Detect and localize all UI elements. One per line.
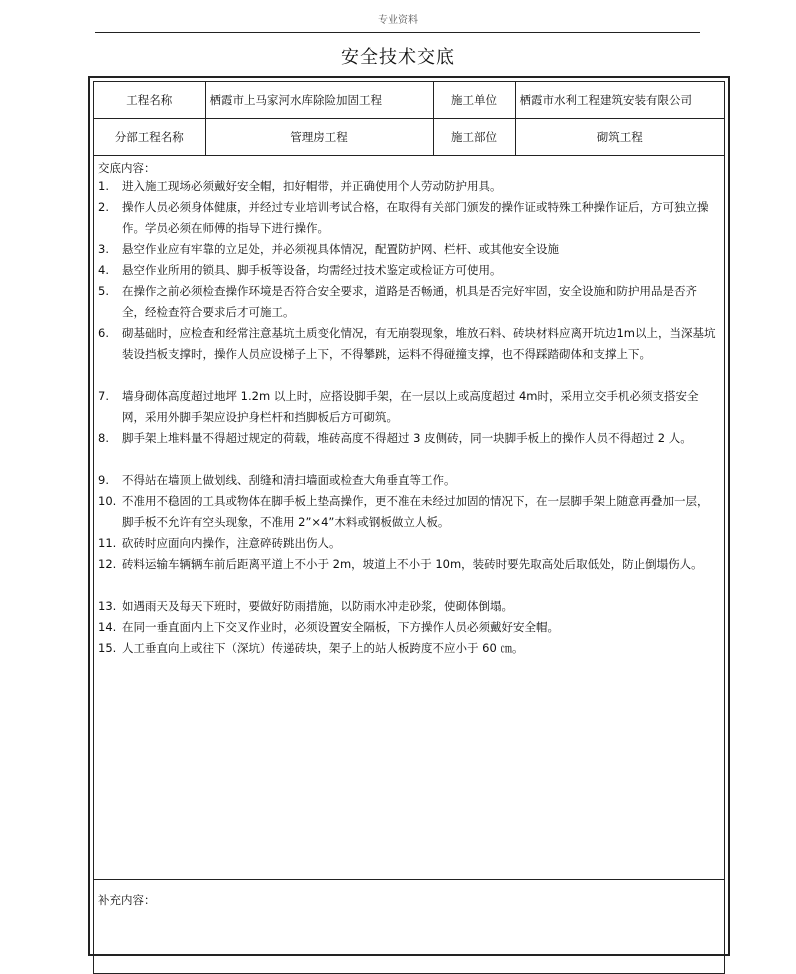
contractor-value: 栖霞市水利工程建筑安装有限公司 xyxy=(515,82,724,119)
briefing-intro: 交底内容： xyxy=(98,161,156,175)
list-item xyxy=(98,617,718,638)
item-number: 8. xyxy=(98,431,109,445)
item-text: 操作人员必须身体健康，并经过专业培训考试合格，在取得有关部门颁发的操作证或特殊工种操作证后，方可独立操作。学员必须在师傅的指导下进行操作。 xyxy=(122,200,709,235)
item-number: 14. xyxy=(98,620,117,634)
item-number: 5. xyxy=(98,284,109,298)
contractor-label: 施工单位 xyxy=(433,82,515,119)
item-number: 7. xyxy=(98,389,109,403)
list-item xyxy=(98,323,718,365)
list-item xyxy=(98,470,718,491)
item-text: 悬空作业所用的锁具、脚手板等设备，均需经过技术鉴定或检证方可使用。 xyxy=(122,263,502,277)
project-name-value: 栖霞市上马家河水库除险加固工程 xyxy=(205,82,433,119)
supplement-label: 补充内容： xyxy=(98,893,156,907)
document-frame xyxy=(88,76,730,956)
item-text: 不得站在墙顶上做划线、刮缝和清扫墙面或检查大角垂直等工作。 xyxy=(122,473,456,487)
sub-project-value: 管理房工程 xyxy=(205,119,433,156)
item-number: 3. xyxy=(98,242,109,256)
list-item xyxy=(98,197,718,239)
item-number: 6. xyxy=(98,326,109,340)
list-item xyxy=(98,386,718,428)
item-number: 1. xyxy=(98,179,109,193)
item-number: 12. xyxy=(98,557,117,571)
item-text: 悬空作业应有牢靠的立足处，并必须视具体情况，配置防护网、栏杆、或其他安全设施 xyxy=(122,242,559,256)
work-location-label: 施工部位 xyxy=(433,119,515,156)
item-text: 脚手架上堆料量不得超过规定的荷载，堆砖高度不得超过 3 皮侧砖，同一块脚手板上的操作人员不得超过 2 人。 xyxy=(122,431,692,445)
item-text: 进入施工现场必须戴好安全帽，扣好帽带，并正确使用个人劳动防护用具。 xyxy=(122,179,502,193)
item-text: 如遇雨天及每天下班时，要做好防雨措施，以防雨水冲走砂浆，使砌体倒塌。 xyxy=(122,599,513,613)
item-text: 砌基础时，应检查和经常注意基坑土质变化情况，有无崩裂现象，堆放石料、砖块材料应离开坑边1m以上，当深基坑装设挡板支撑时，操作人员应设梯子上下，不得攀跳，运料不得碰撞支撑，也不得踩踏砌体和支撑上下。 xyxy=(122,326,716,361)
list-item xyxy=(98,533,718,554)
document-title: 安全技术交底 xyxy=(341,47,455,68)
header-note: 专业资料 xyxy=(378,15,418,26)
item-number: 10. xyxy=(98,494,117,508)
item-number: 13. xyxy=(98,599,117,613)
document-inner-frame xyxy=(93,81,725,974)
list-item xyxy=(98,176,718,197)
project-info-row xyxy=(94,119,724,156)
item-number: 4. xyxy=(98,263,109,277)
work-location-value: 砌筑工程 xyxy=(515,119,724,156)
item-text: 砍砖时应面向内操作，注意碎砖跳出伤人。 xyxy=(122,536,341,550)
item-text: 人工垂直向上或往下（深坑）传递砖块，架子上的站人板跨度不应小于 60 ㎝。 xyxy=(122,641,524,655)
supplement-divider xyxy=(94,879,724,880)
list-item xyxy=(98,596,718,617)
list-item xyxy=(98,554,718,575)
project-info-table xyxy=(94,82,724,156)
project-name-label: 工程名称 xyxy=(94,82,205,119)
item-text: 墙身砌体高度超过地坪 1.2m 以上时，应搭设脚手架，在一层以上或高度超过 4m时，采用立交手机必须支搭安全网，采用外脚手架应设护身栏杆和挡脚板后方可砌筑。 xyxy=(122,389,699,424)
item-text: 在操作之前必须检查操作环境是否符合安全要求，道路是否畅通，机具是否完好牢固，安全设施和防护用品是否齐全，经检查符合要求后才可施工。 xyxy=(122,284,697,319)
item-text: 在同一垂直面内上下交叉作业时，必须设置安全隔板，下方操作人员必须戴好安全帽。 xyxy=(122,620,559,634)
list-item xyxy=(98,638,718,659)
list-item xyxy=(98,491,718,533)
list-item xyxy=(98,428,718,449)
project-info-row xyxy=(94,82,724,119)
item-number: 2. xyxy=(98,200,109,214)
item-number: 11. xyxy=(98,536,117,550)
header-rule xyxy=(95,32,700,33)
sub-project-label: 分部工程名称 xyxy=(94,119,205,156)
item-text: 不准用不稳固的工具或物体在脚手板上垫高操作，更不准在未经过加固的情况下，在一层脚手架上随意再叠加一层，脚手板不允许有空头现象，不准用 2”×4”木料或钢板做立人板。 xyxy=(122,494,709,529)
item-text: 砖料运输车辆辆车前后距离平道上不小于 2m，坡道上不小于 10m，装砖时要先取高处后取低处，防止倒塌伤人。 xyxy=(122,557,703,571)
list-item xyxy=(98,281,718,323)
list-item xyxy=(98,239,718,260)
item-number: 15. xyxy=(98,641,117,655)
list-item xyxy=(98,260,718,281)
item-number: 9. xyxy=(98,473,109,487)
